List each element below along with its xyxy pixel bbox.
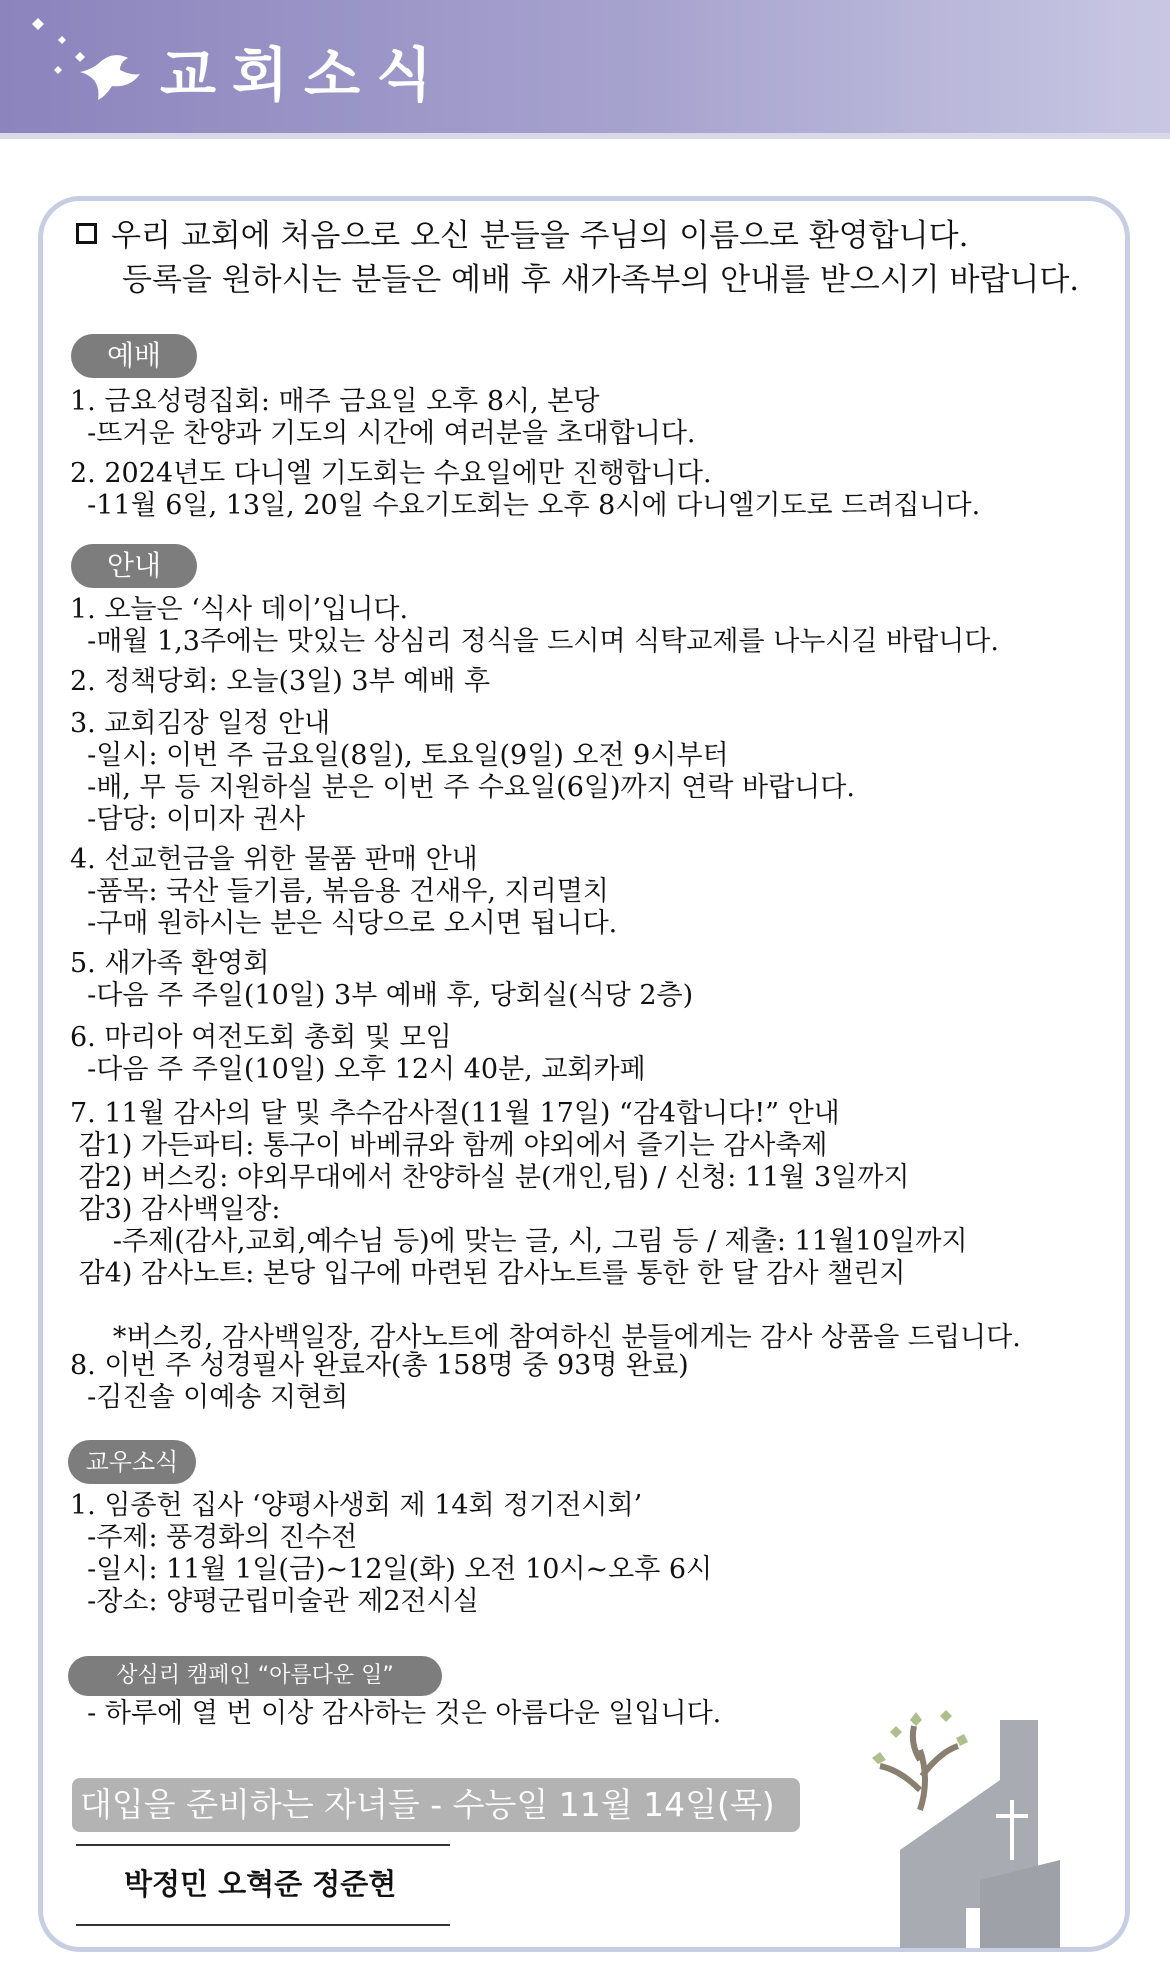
divider-top xyxy=(76,1844,450,1846)
notice-item-6: 6. 마리아 여전도회 총회 및 모임 -다음 주 주일(10일) 오후 12시 40분, 교회카페 xyxy=(70,1022,646,1085)
section-label-worship: 예배 xyxy=(71,334,197,378)
notice-item-5: 5. 새가족 환영회 -다음 주 주일(10일) 3부 예배 후, 당회실(식당 2층) xyxy=(70,948,694,1011)
exam-banner: 대입을 준비하는 자녀들 - 수능일 11월 14일(목) xyxy=(72,1778,800,1832)
exam-student-names: 박정민 오혁준 정준현 xyxy=(124,1867,397,1901)
notice-item-1: 1. 오늘은 ‘식사 데이’입니다. -매월 1,3주에는 맛있는 상심리 정식을 드시며 식탁교제를 나누시길 바랍니다. xyxy=(70,594,999,657)
page-title: 교회소식 xyxy=(160,41,449,109)
welcome-line-1: 우리 교회에 처음으로 오신 분들을 주님의 이름으로 환영합니다. xyxy=(111,218,969,254)
welcome-line-2: 등록을 원하시는 분들은 예배 후 새가족부의 안내를 받으시기 바랍니다. xyxy=(122,262,1080,298)
dove-icon xyxy=(18,8,168,108)
header-divider xyxy=(0,133,1170,139)
worship-item-1: 1. 금요성령집회: 매주 금요일 오후 8시, 본당 -뜨거운 찬양과 기도의 시간에 여러분을 초대합니다. xyxy=(70,386,696,449)
members-item-1: 1. 임종헌 집사 ‘양평사생회 제 14회 정기전시회’ -주제: 풍경화의 진수전 -일시: 11월 1일(금)~12일(화) 오전 10시~오후 6시 -장소: 양평군립미술관 제2전시실 xyxy=(70,1490,713,1617)
notice-item-2: 2. 정책당회: 오늘(3일) 3부 예배 후 xyxy=(70,666,491,697)
header-banner xyxy=(0,0,1170,133)
worship-item-2: 2. 2024년도 다니엘 기도회는 수요일에만 진행합니다. -11월 6일, 13일, 20일 수요기도회는 오후 8시에 다니엘기도로 드려집니다. xyxy=(70,458,981,521)
section-label-campaign: 상심리 캠페인 “아름다운 일” xyxy=(68,1656,442,1696)
notice-item-8: 8. 이번 주 성경필사 완료자(총 158명 중 93명 완료) -김진솔 이예송 지현희 xyxy=(70,1350,689,1413)
checkbox-bullet-icon xyxy=(76,223,97,244)
divider-bottom xyxy=(76,1924,450,1926)
church-tree-illustration xyxy=(860,1680,1100,1960)
welcome-message xyxy=(76,214,1079,302)
notice-item-7: 7. 11월 감사의 달 및 추수감사절(11월 17일) “감4합니다!” 안내 감1) 가든파티: 통구이 바베큐와 함께 야외에서 즐기는 감사축제 감2) 버스킹: 야외무대에서 찬양하실 분(개인,팀) / 신청: 11월 3일까지 감3) 감사백일장: -주제(감사,교회,예수님 등)에 맞는 글, 시, 그림 등 / 제출: 11월10일까지 감4) 감사노트: 본당 입구에 마련된 감사노트를 통한 한 달 감사 챌린지 *버스킹, 감사백일장, 감사노트에 참여하신 분들에게는 감사 상품을 드립니다. xyxy=(70,1098,1021,1353)
section-label-notice: 안내 xyxy=(71,544,197,588)
notice-item-3: 3. 교회김장 일정 안내 -일시: 이번 주 금요일(8일), 토요일(9일) 오전 9시부터 -배, 무 등 지원하실 분은 이번 주 수요일(6일)까지 연락 바랍니다. -담당: 이미자 권사 xyxy=(70,708,855,835)
section-label-members: 교우소식 xyxy=(68,1440,196,1484)
notice-item-4: 4. 선교헌금을 위한 물품 판매 안내 -품목: 국산 들기름, 볶음용 건새우, 지리멸치 -구매 원하시는 분은 식당으로 오시면 됩니다. xyxy=(70,844,618,939)
campaign-text: - 하루에 열 번 이상 감사하는 것은 아름다운 일입니다. xyxy=(70,1698,722,1729)
